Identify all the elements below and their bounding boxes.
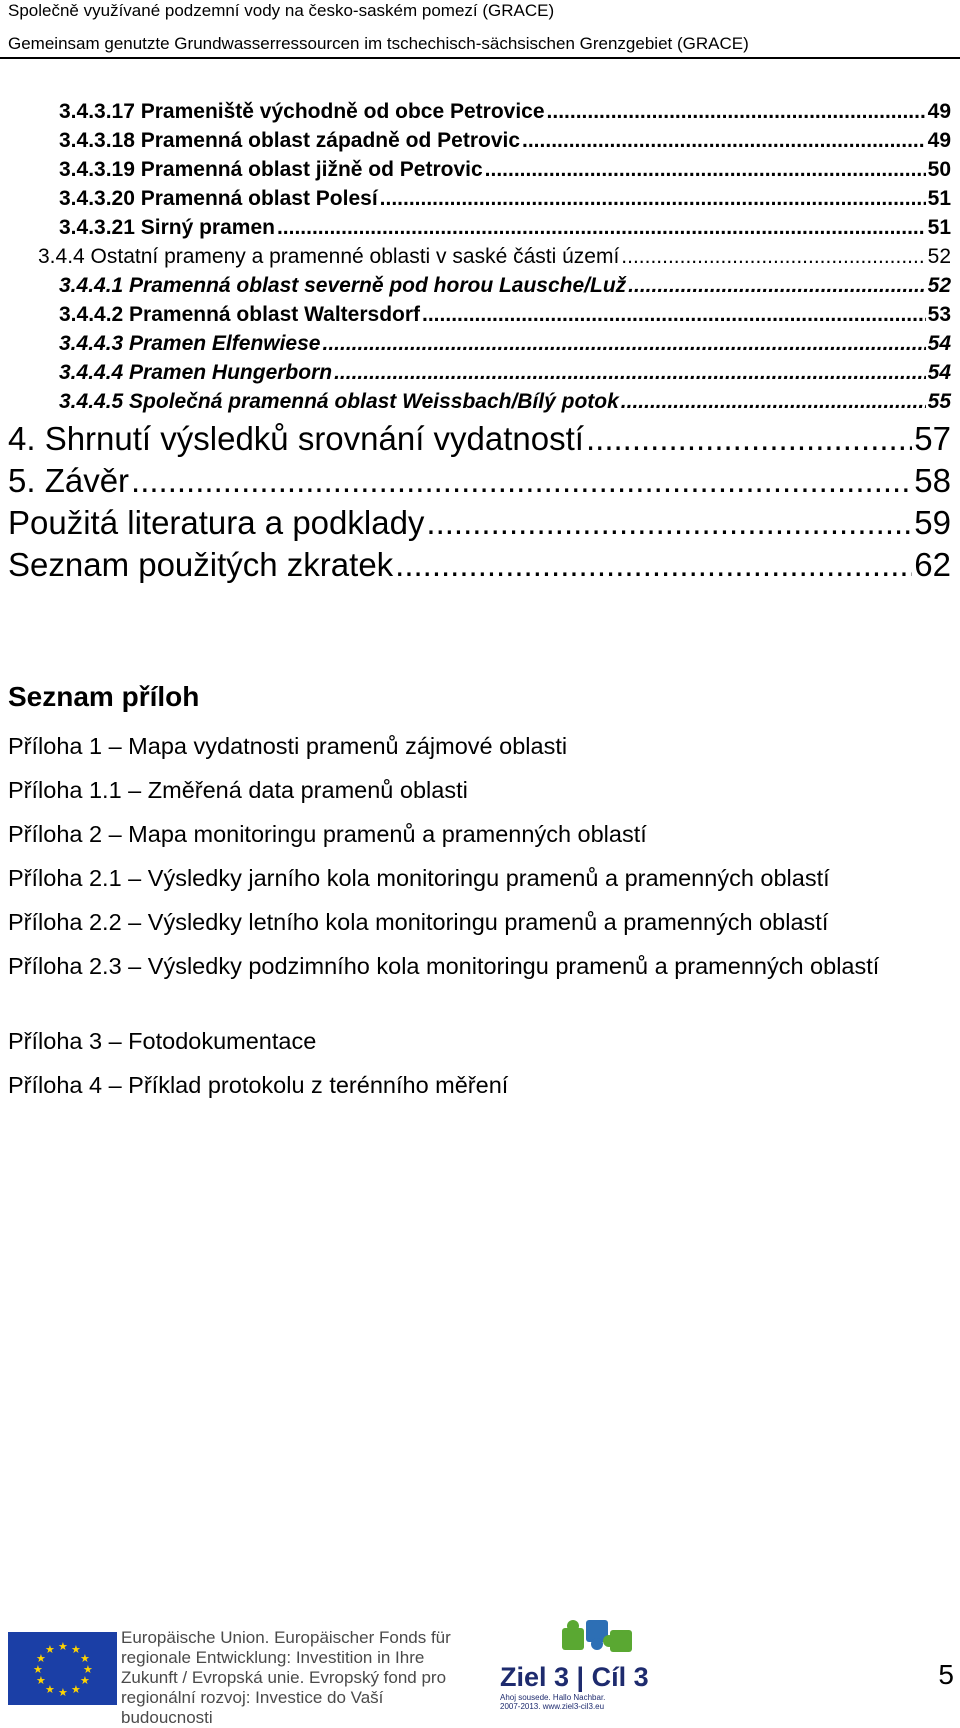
annex-item: Příloha 3 – Fotodokumentace — [8, 1028, 317, 1054]
toc-leader — [422, 303, 926, 327]
toc-page: 54 — [927, 361, 951, 384]
toc-entry[interactable]: 3.4.4.5 Společná pramenná oblast Weissbach/Bílý potok ..... 55 — [59, 390, 951, 417]
puzzle-icon — [560, 1614, 635, 1664]
toc-entry[interactable]: 3.4.3.21 Sirný pramen ..... 51 — [59, 216, 951, 243]
toc-entry[interactable]: 4. Shrnutí výsledků srovnání vydatností ..... 57 — [8, 420, 951, 460]
header-rule — [0, 57, 960, 59]
toc-page: 52 — [927, 245, 951, 268]
toc-leader — [426, 504, 912, 542]
annex-list-heading: Seznam příloh — [8, 681, 200, 712]
toc-entry[interactable]: Seznam použitých zkratek ..... 62 — [8, 546, 951, 586]
toc-page: 58 — [914, 462, 951, 499]
toc-page: 62 — [914, 546, 951, 583]
ziel3-logo — [500, 1620, 649, 1711]
toc-entry[interactable]: 3.4.4.3 Pramen Elfenwiese ..... 54 — [59, 332, 951, 359]
ziel3-title: Ziel 3 | Cíl 3 — [500, 1662, 649, 1692]
toc-page: 55 — [927, 390, 951, 413]
annex-item: Příloha 2.2 – Výsledky letního kola monitoringu pramenů a pramenných oblastí — [8, 909, 829, 935]
toc-leader — [547, 100, 926, 124]
toc-entry[interactable]: 3.4.4.1 Pramenná oblast severně pod horou Lausche/Luž ..... 52 — [59, 274, 951, 301]
toc-page: 54 — [927, 332, 951, 355]
toc-leader — [628, 274, 925, 298]
eu-flag-icon: ★ ★ ★ ★ ★ ★ ★ ★ ★ ★ ★ ★ — [8, 1632, 117, 1705]
toc-entry[interactable]: Použitá literatura a podklady ..... 59 — [8, 504, 951, 544]
toc-page: 51 — [927, 187, 951, 210]
page-footer — [0, 1610, 960, 1727]
header-title-de: Gemeinsam genutzte Grundwasserressourcen im tschechisch-sächsischen Grenzgebiet (GRACE) — [8, 34, 749, 53]
annex-item: Příloha 2.3 – Výsledky podzimního kola monitoringu pramenů a pramenných oblastí — [8, 953, 880, 979]
toc-entry[interactable]: 3.4.4.4 Pramen Hungerborn ..... 54 — [59, 361, 951, 388]
toc-page: 50 — [927, 158, 951, 181]
toc-entry[interactable]: 3.4.3.18 Pramenná oblast západně od Petrovic ..... 49 — [59, 129, 951, 156]
toc-entry[interactable]: 5. Závěr ..... 58 — [8, 462, 951, 502]
toc-page: 49 — [927, 100, 951, 123]
toc-page: 53 — [927, 303, 951, 326]
annex-item: Příloha 2 – Mapa monitoringu pramenů a pramenných oblastí — [8, 821, 647, 847]
toc-page: 59 — [914, 504, 951, 541]
toc-entry[interactable]: 3.4.3.20 Pramenná oblast Polesí ..... 51 — [59, 187, 951, 214]
toc-page: 52 — [927, 274, 951, 297]
toc-entry[interactable]: 3.4.4 Ostatní prameny a pramenné oblasti v saské části území ..... 52 — [38, 245, 951, 272]
toc-leader — [621, 390, 926, 414]
annex-item: Příloha 1 – Mapa vydatnosti pramenů zájmové oblasti — [8, 733, 568, 759]
annex-item: Příloha 1.1 – Změřená data pramenů oblasti — [8, 777, 468, 803]
toc-leader — [621, 245, 925, 269]
running-header — [8, 0, 958, 56]
ziel3-url: 2007-2013. www.ziel3-cil3.eu — [500, 1702, 605, 1711]
toc-page: 57 — [914, 420, 951, 457]
ziel3-slogan: Ahoj sousede. Hallo Nachbar. — [500, 1693, 606, 1702]
toc-page: 51 — [927, 216, 951, 239]
toc-leader — [380, 187, 926, 211]
toc-page: 49 — [927, 129, 951, 152]
toc-leader — [131, 462, 912, 500]
toc-leader — [277, 216, 926, 240]
toc-leader — [322, 332, 925, 356]
toc-leader — [485, 158, 926, 182]
toc-leader — [522, 129, 926, 153]
toc-leader — [395, 546, 912, 584]
toc-leader — [334, 361, 926, 385]
annex-item: Příloha 4 – Příklad protokolu z terénního měření — [8, 1072, 509, 1098]
page-number: 5 — [938, 1659, 954, 1690]
annex-item: Příloha 2.1 – Výsledky jarního kola monitoringu pramenů a pramenných oblastí — [8, 865, 830, 891]
eu-funding-text: Europäische Union. Europäischer Fonds für regionale Entwicklung: Investition in Ihre Zukunft / Evropská unie. Evropský fond pro regionální rozvoj: Investice do Vaší budoucnosti — [121, 1628, 451, 1727]
toc-leader — [586, 420, 912, 458]
header-title-cz: Společně využívané podzemní vody na česko-saském pomezí (GRACE) — [8, 1, 555, 20]
toc-entry[interactable]: 3.4.3.17 Prameniště východně od obce Petrovice ..... 49 — [59, 100, 951, 127]
toc-entry[interactable]: 3.4.3.19 Pramenná oblast jižně od Petrovic ..... 50 — [59, 158, 951, 185]
toc-entry[interactable]: 3.4.4.2 Pramenná oblast Waltersdorf ..... 53 — [59, 303, 951, 330]
